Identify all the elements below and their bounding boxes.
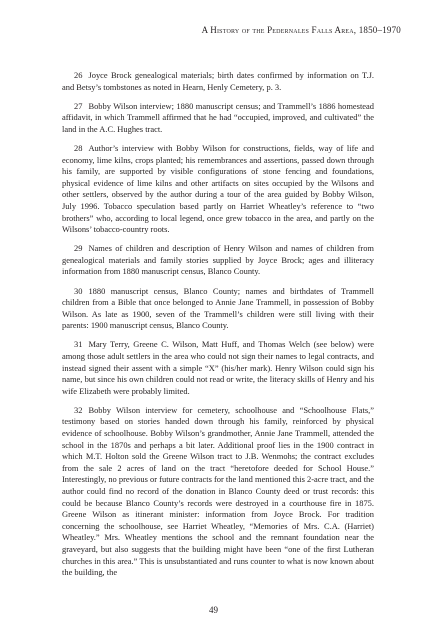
endnote: [62, 143, 374, 236]
page-number: 49: [209, 605, 218, 615]
endnote: [62, 339, 374, 397]
endnote-text: Bobby Wilson interview; 1880 manuscript census; and Trammell’s 1886 homestead affidavit, in which Trammell affirmed that he had “occupied, improved, and cultivated” the land in the A.C. Hughes tract.: [62, 100, 374, 134]
endnote-number: 27: [74, 100, 83, 111]
endnote-text: Joyce Brock genealogical materials; birth dates confirmed by information on T.J. and Betsy’s tombstones as noted in Hearn, Henly Cemetery, p. 3.: [62, 70, 374, 92]
endnote-text: Names of children and description of Henry Wilson and names of children from genealogical materials and family stories supplied by Joyce Brock; ages and illiteracy information from 1880 manuscript census, Blanco County.: [62, 243, 374, 277]
running-head-years: , 1850–1970: [353, 25, 401, 35]
endnote-text: Mary Terry, Greene C. Wilson, Matt Huff, and Thomas Welch (see below) were among those adult settlers in the area who could not sign their names to legal contracts, and instead signed their assent with a simple “X” (his/her mark). Henry Wilson could sign his name, but since his own children could not read or write, the literacy skills of Henry and his wife Elizabeth were probably limited.: [62, 339, 374, 396]
endnotes-list: [62, 70, 374, 586]
endnote-number: 32: [74, 404, 83, 415]
endnote: [62, 70, 374, 93]
endnote-text: Author’s interview with Bobby Wilson for constructions, fields, way of life and economy, lime kilns, crops planted; his remembrances and assertions, passed down through his family, are supported by visible configurations of stone fencing and foundations, physical evidence of lime kilns and other artifacts on sites occupied by the Wilsons and other settlers, observed by the author during a tour of the area guided by Bobby Wilson, July 1996. Tobacco speculation based partly on Harriet Wheatley’s reference to “two brothers” who, according to local legend, once grew tobacco in the area, and partly on the Wilsons’ tobacco-country roots.: [62, 142, 374, 235]
running-head: [202, 25, 401, 35]
endnote: [62, 405, 374, 579]
endnote-number: 30: [74, 285, 83, 296]
endnote-number: 29: [74, 243, 83, 254]
endnote-number: 31: [74, 339, 83, 350]
endnote-text: 1880 manuscript census, Blanco County; names and birthdates of Trammell children from a Bible that once belonged to Annie Jane Trammell, in possession of Bobby Wilson. As late as 1900, seven of the Trammell’s children were still living with their parents: 1900 manuscript census, Blanco County.: [62, 285, 374, 331]
endnote-number: 26: [74, 70, 83, 80]
running-head-title: History of the Pedernales Falls Area: [210, 25, 354, 35]
endnote: [62, 101, 374, 136]
endnote-text: Bobby Wilson interview for cemetery, schoolhouse and “Schoolhouse Flats,” testimony based on stories handed down through his family, reinforced by physical evidence of schoolhouse. Bobby Wilson’s grandmother, Annie Jane Trammell, attended the school in the 1870s and perhaps a bit later. Additional proof lies in the 1900 contract in which M.T. Holton sold the Greene Wilson tract to J.B. Wenmohs; the contract excludes from the sale 2 acres of land on the tract “heretofore deeded for School House.” Interestingly, no previous or future contracts for the land mentioned this 2-acre tract, and the author could find no record of the donation in Blanco County deed or trust records: this could be because Blanco County’s records were destroyed in a courthouse fire in 1875. Greene Wilson as itinerant minister: information from Joyce Brock. For tradition concerning the schoolhouse, see Harriet Wheatley, “Memories of Mrs. C.A. (Harriet) Wheatley.” Mrs. Wheatley mentions the school and the remnant foundation near the graveyard, but also suggests that the building might have been “one of the first Lutheran churches in this area.” This is unsubstantiated and runs counter to what is now known about the building, the: [62, 404, 375, 578]
running-head-prefix: A: [201, 25, 211, 35]
endnote: [62, 243, 374, 278]
endnote: [62, 286, 374, 332]
endnote-number: 28: [74, 142, 83, 153]
